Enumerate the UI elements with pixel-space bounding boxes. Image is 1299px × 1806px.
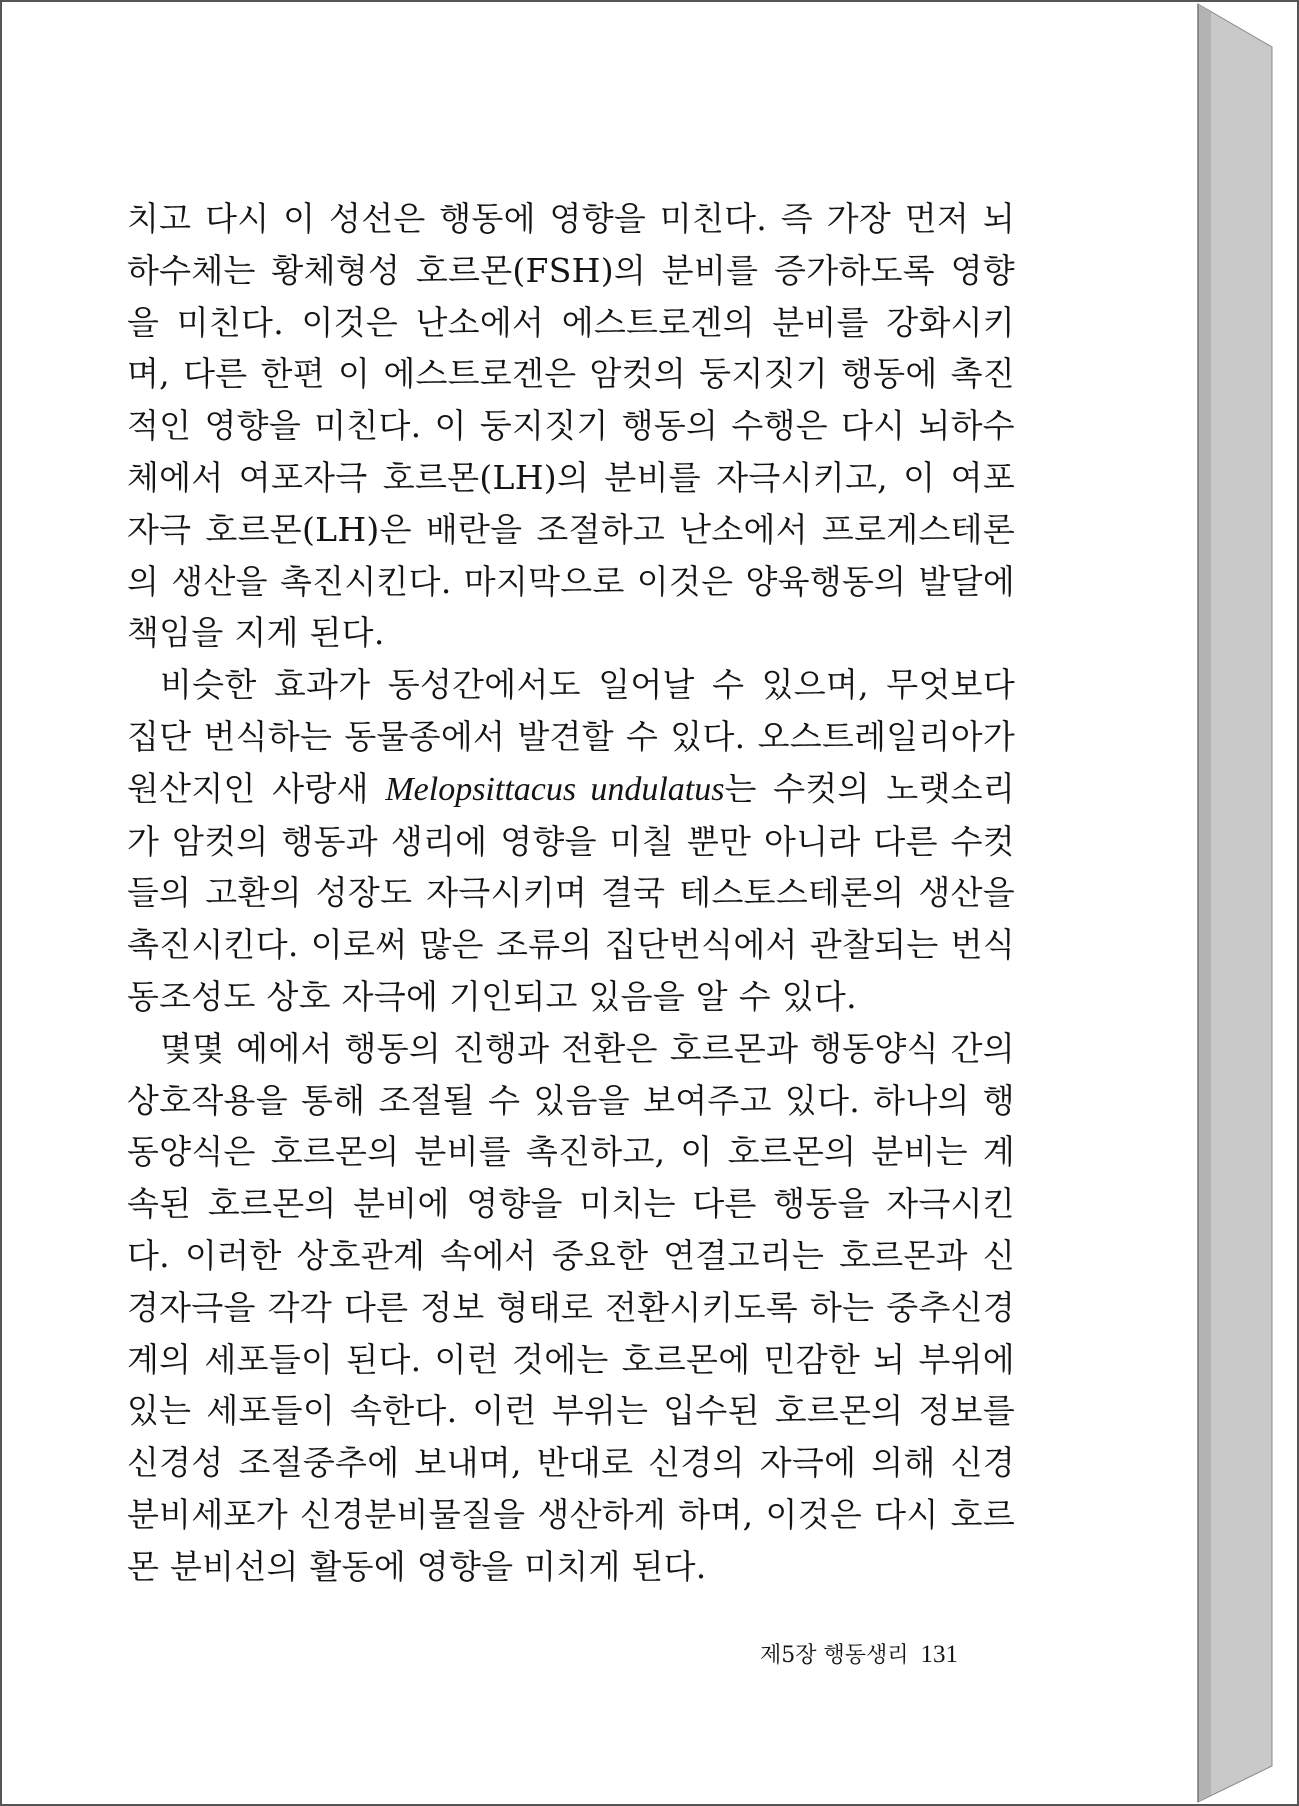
paragraph-3 [127,1023,1015,1593]
species-name: Melopsittacus undulatus [385,770,725,808]
page-thickness-shadow [1198,4,1211,1802]
paragraph-2-text-a: 비슷한 효과가 동성간에서도 일어날 수 있으며, 무엇보다 집단 번식하는 동물종에서 발견할 수 있다. 오스트레일리아가 원산지인 사랑새 [127,665,1015,808]
paragraph-1 [127,193,1015,659]
body-text [127,193,1015,1593]
paragraph-2-text-b: 는 수컷의 노랫소리가 암컷의 행동과 생리에 영향을 미칠 뿐만 아니라 다른 수컷들의 고환의 성장도 자극시키며 결국 테스토스테론의 생산을 촉진시킨다. 이로써 많은 조류의 집단번식에서 관찰되는 번식 동조성도 상호 자극에 기인되고 있음을 알 수 있다. [127,768,1015,1016]
paragraph-2 [127,659,1015,1023]
page-footer [760,1638,1020,1669]
paragraph-3-text: 몇몇 예에서 행동의 진행과 전환은 호르몬과 행동양식 간의 상호작용을 통해 조절될 수 있음을 보여주고 있다. 하나의 행동양식은 호르몬의 분비를 촉진하고, 이 호르몬의 분비는 계속된 호르몬의 분비에 영향을 미치는 다른 행동을 자극시킨다. 이러한 상호관계 속에서 중요한 연결고리는 호르몬과 신경자극을 각각 다른 정보 형태로 전환시키도록 하는 중추신경계의 세포들이 된다. 이런 것에는 호르몬에 민감한 뇌 부위에 있는 세포들이 속한다. 이런 부위는 입수된 호르몬의 정보를 신경성 조절중추에 보내며, 반대로 신경의 자극에 의해 신경분비세포가 신경분비물질을 생산하게 하며, 이것은 다시 호르몬 분비선의 활동에 영향을 미치게 된다. [127,1028,1015,1586]
chapter-title: 제5장 행동생리 [760,1643,909,1668]
page-number: 131 [920,1641,959,1668]
paragraph-1-text: 치고 다시 이 성선은 행동에 영향을 미친다. 즉 가장 먼저 뇌하수체는 황체형성 호르몬(FSH)의 분비를 증가하도록 영향을 미친다. 이것은 난소에서 에스트로겐의 분비를 강화시키며, 다른 한편 이 에스트로겐은 암컷의 둥지짓기 행동에 촉진적인 영향을 미친다. 이 둥지짓기 행동의 수행은 다시 뇌하수체에서 여포자극 호르몬(LH)의 분비를 자극시키고, 이 여포자극 호르몬(LH)은 배란을 조절하고 난소에서 프로게스테론의 생산을 촉진시킨다. 마지막으로 이것은 양육행동의 발달에 책임을 지게 된다. [127,199,1015,653]
